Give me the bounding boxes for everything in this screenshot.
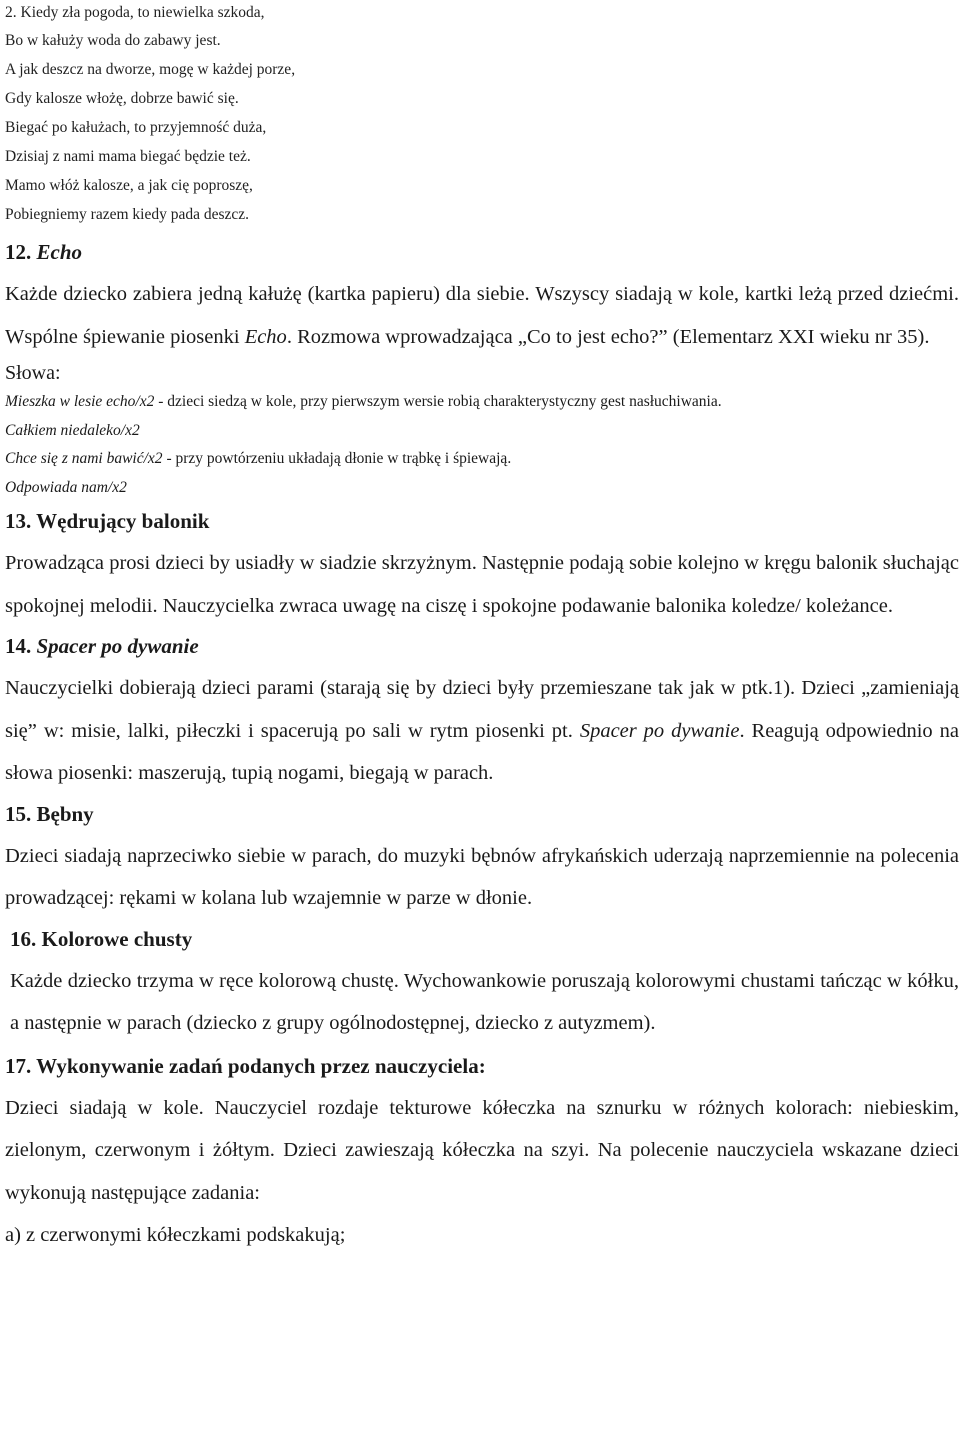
echo-lyric-line-2: Całkiem niedaleko/x2 xyxy=(5,421,140,439)
document-page xyxy=(5,0,959,1257)
section-17-heading: 17. Wykonywanie zadań podanych przez nauczyciela: xyxy=(5,1053,486,1078)
lyric-line: Mamo włóż kalosze, a jak cię poproszę, xyxy=(5,177,253,194)
song-lyrics xyxy=(5,0,959,229)
section-16-heading: 16. Kolorowe chusty xyxy=(10,926,193,951)
section-12-heading: 12. Echo xyxy=(5,240,83,264)
section-12-text: Każde dziecko zabiera jedną kałużę (kartka papieru) dla siebie. Wszyscy siadają w kole, kartki leżą przed dziećmi. Wspólne śpiewanie piosenki Echo. Rozmowa wprowadzająca „Co to jest echo?” (Elementarz XXI wieku nr 35). xyxy=(5,283,959,348)
section-17-text: Dzieci siadają w kole. Nauczyciel rozdaje tekturowe kółeczka na sznurku w różnych kolorach: niebieskim, zielonym, czerwonym i żółtym. Dzieci zawieszają kółeczka na szyi. Na polecenie nauczyciela wskazane dzieci wykonują następujące zadania: xyxy=(5,1096,959,1204)
echo-lyric-line-4: Odpowiada nam/x2 xyxy=(5,478,127,496)
lyric-line: Gdy kalosze włożę, dobrze bawić się. xyxy=(5,90,239,107)
lyric-line: Dzisiaj z nami mama biegać będzie też. xyxy=(5,148,251,165)
lyric-line: Bo w kałuży woda do zabawy jest. xyxy=(5,32,221,49)
lyric-line: 2. Kiedy zła pogoda, to niewielka szkoda, xyxy=(5,4,265,21)
lyrics-label: Słowa: xyxy=(5,362,61,384)
section-13-text: Prowadząca prosi dzieci by usiadły w siadzie skrzyżnym. Następnie podają sobie kolejno w kręgu balonik słuchając spokojnej melodii. Nauczycielka zwraca uwagę na ciszę i spokojne podawanie balonika koledze/ koleżance. xyxy=(5,552,959,617)
section-16 xyxy=(5,922,959,1045)
lyric-line: A jak deszcz na dworze, mogę w każdej porze, xyxy=(5,61,296,78)
echo-lyric-line-1: Mieszka w lesie echo/x2 - dzieci siedzą w kole, przy pierwszym wersie robią charakterystyczny gest nasłuchiwania. xyxy=(5,393,722,410)
lyric-line: Biegać po kałużach, to przyjemność duża, xyxy=(5,119,267,136)
section-14-text: Nauczycielki dobierają dzieci parami (starają się by dzieci były przemieszane tak jak w ptk.1). Dzieci „zamieniają się” w: misie, lalki, piłeczki i spacerują po sali w rytm piosenki pt. Spacer po dywanie. Reagują odpowiednio na słowa piosenki: maszerują, tupią nogami, biegają w parach. xyxy=(5,677,959,784)
section-15-heading: 15. Bębny xyxy=(5,801,94,826)
section-16-text: Każde dziecko trzyma w ręce kolorową chustę. Wychowankowie poruszają kolorowymi chustami tańcząc w kółku, a następnie w parach (dziecko z grupy ogólnodostępnej, dziecko z autyzmem). xyxy=(10,969,959,1034)
section-14-heading: 14. Spacer po dywanie xyxy=(5,634,199,658)
section-15-text: Dzieci siadają naprzeciwko siebie w parach, do muzyki bębnów afrykańskich uderzają naprzemiennie na polecenia prowadzącej: rękami w kolana lub wzajemnie w parze w dłonie. xyxy=(5,844,959,909)
section-13-heading: 13. Wędrujący balonik xyxy=(5,509,210,533)
lyric-line: Pobiegniemy razem kiedy pada deszcz. xyxy=(5,206,250,223)
task-item-a: a) z czerwonymi kółeczkami podskakują; xyxy=(5,1224,346,1246)
echo-lyric-line-3: Chce się z nami bawić/x2 - przy powtórzeniu układają dłonie w trąbkę i śpiewają. xyxy=(5,450,512,467)
